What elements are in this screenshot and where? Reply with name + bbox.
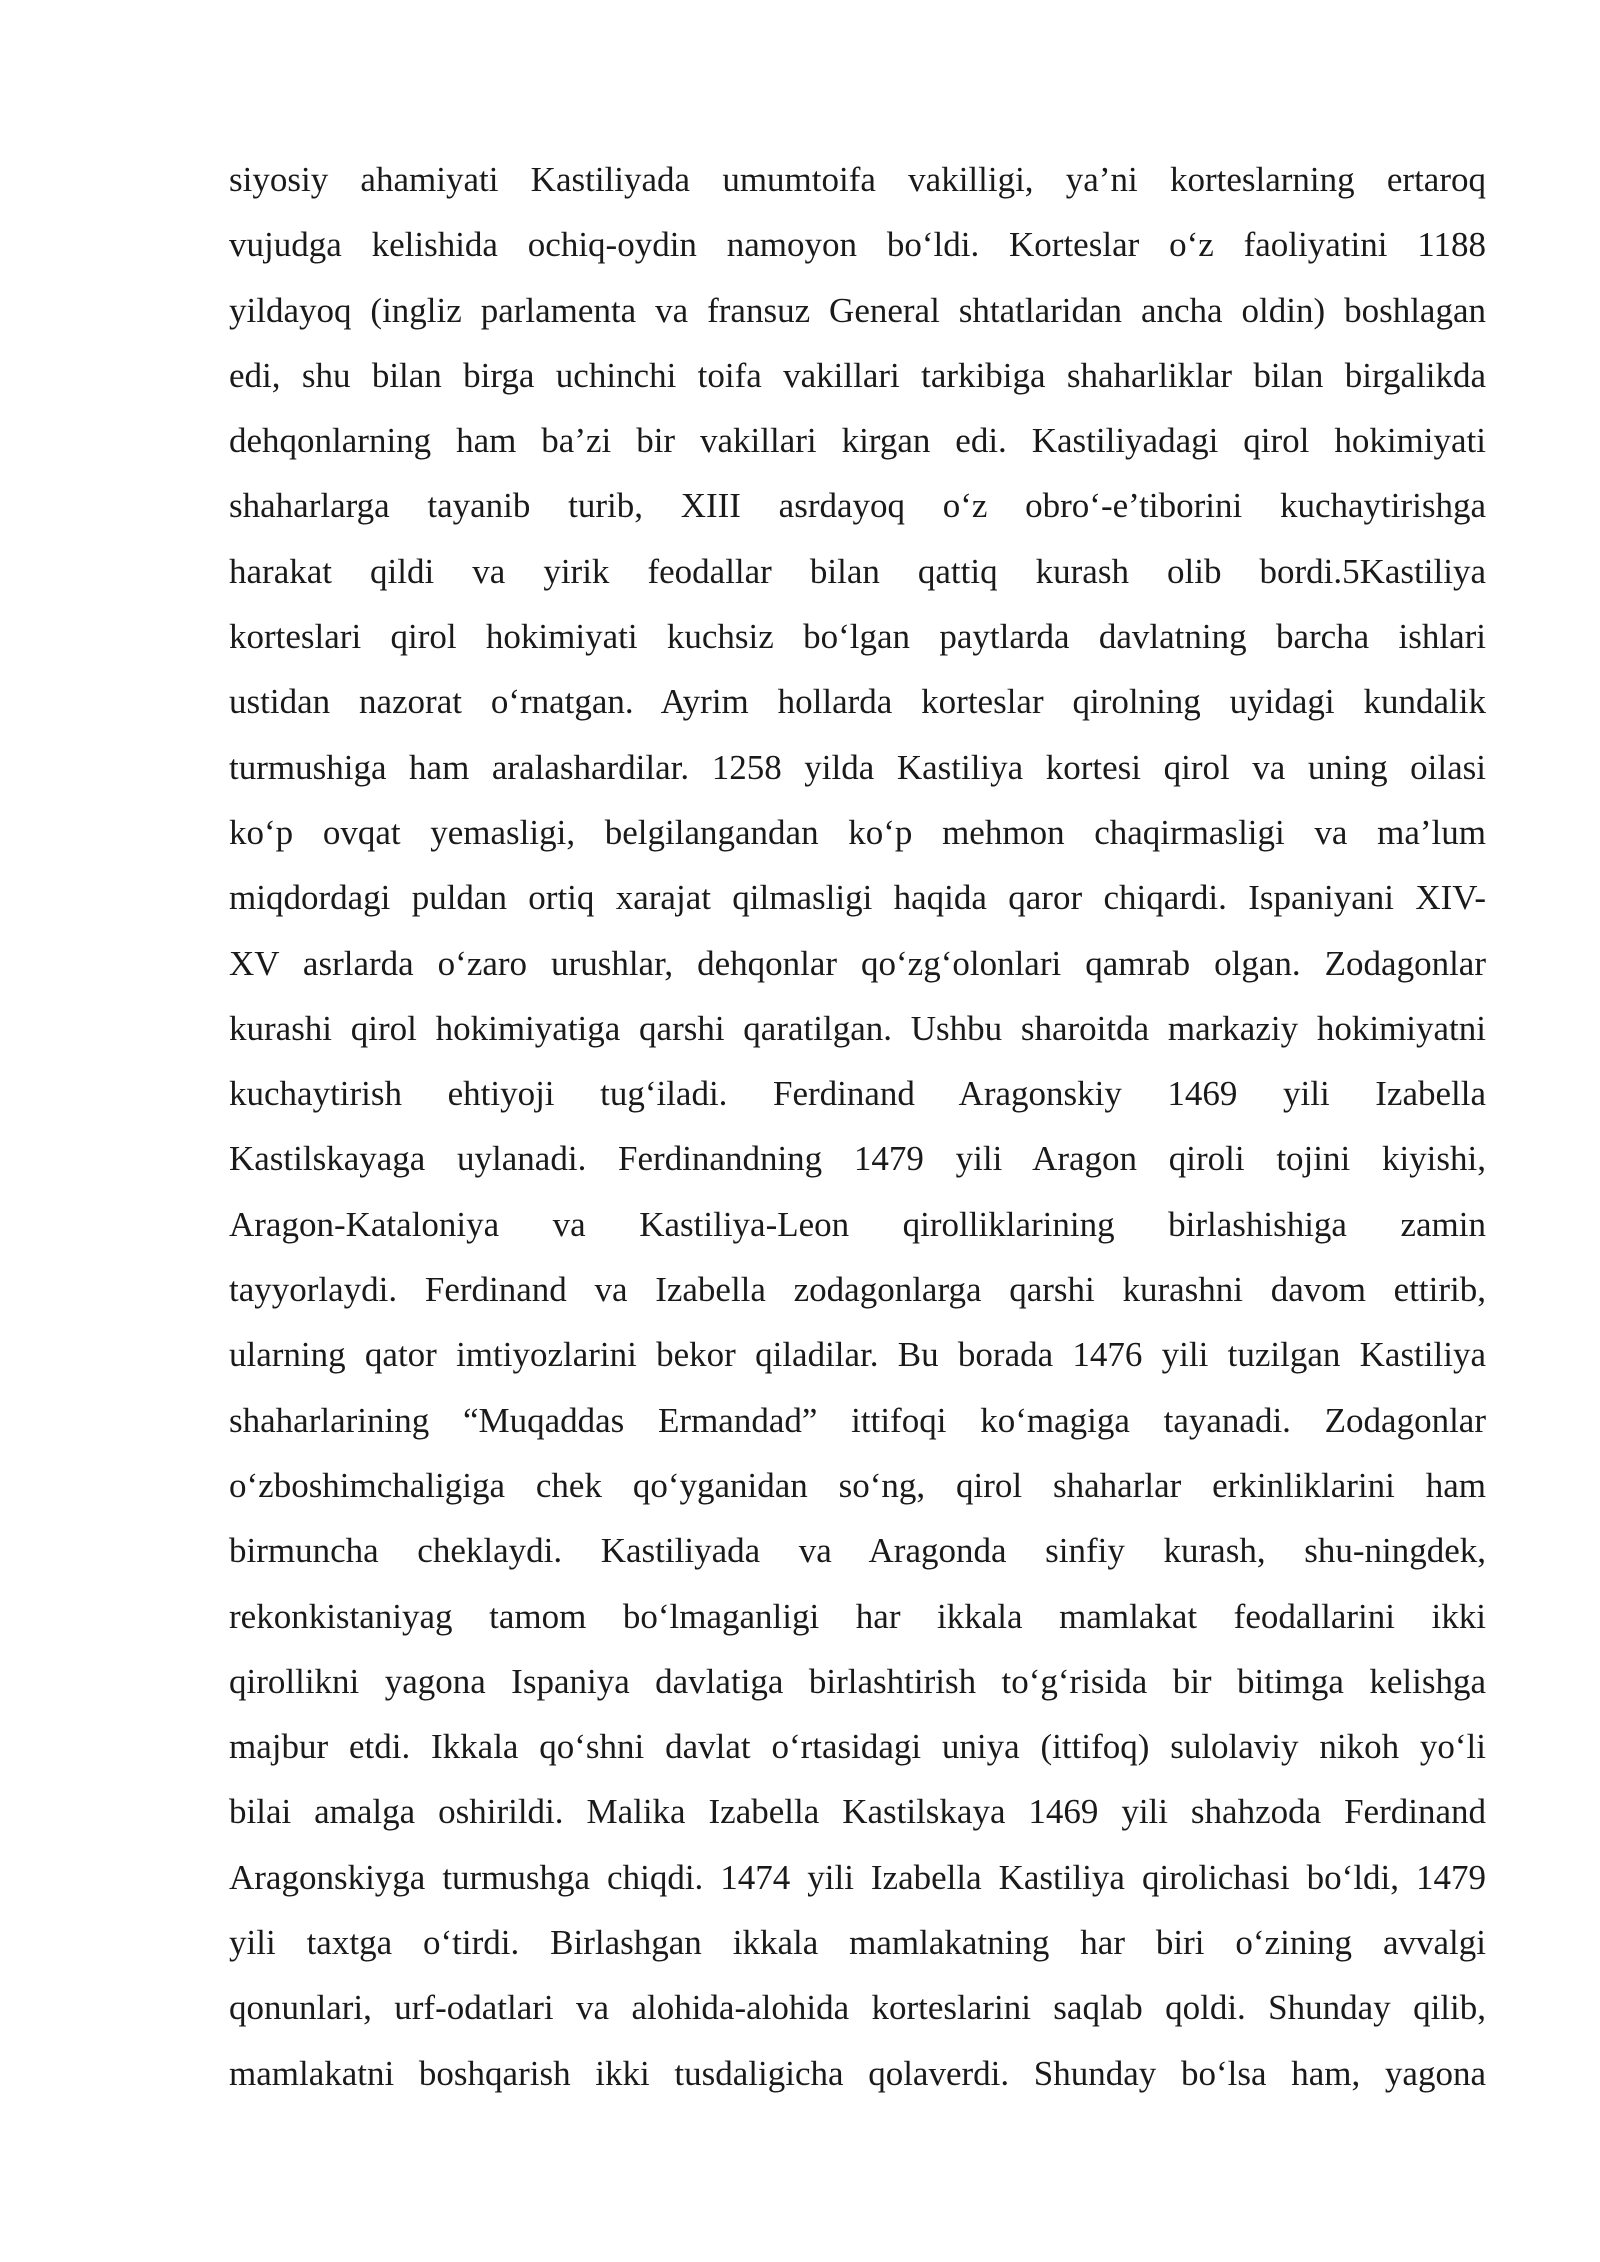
text-line: yili taxtga o‘tirdi. Birlashgan ikkala mamlakatning har biri o‘zining avvalgi: [229, 1923, 1486, 1963]
text-line: edi, shu bilan birga uchinchi toifa vakillari tarkibiga shaharliklar bilan birgalikda: [229, 355, 1486, 395]
text-line: o‘zboshimchaligiga chek qo‘yganidan so‘ng, qirol shaharlar erkinliklarini ham: [229, 1465, 1486, 1505]
text-line: siyosiy ahamiyati Kastiliyada umumtoifa vakilligi, ya’ni korteslarning ertaroq: [229, 160, 1486, 199]
text-line: shaharlarining “Muqaddas Ermandad” ittifoqi ko‘magiga tayanadi. Zodagonlar: [229, 1400, 1486, 1440]
text-line: Aragonskiyga turmushga chiqdi. 1474 yili Izabella Kastiliya qirolichasi bo‘ldi, 1479: [229, 1857, 1486, 1897]
text-line: harakat qildi va yirik feodallar bilan qattiq kurash olib bordi.5Kastiliya: [229, 551, 1486, 591]
text-line: rekonkistaniyag tamom bo‘lmaganligi har ikkala mamlakat feodallarini ikki: [229, 1596, 1486, 1636]
body-paragraph: [229, 147, 1486, 2106]
text-line: birmuncha cheklaydi. Kastiliyada va Aragonda sinfiy kurash, shu-ningdek,: [229, 1531, 1486, 1571]
text-line: yildayoq (ingliz parlamenta va fransuz General shtatlaridan ancha oldin) boshlagan: [229, 290, 1486, 330]
text-line: XV asrlarda o‘zaro urushlar, dehqonlar qo‘zg‘olonlari qamrab olgan. Zodagonlar: [229, 943, 1486, 983]
text-line: vujudga kelishida ochiq-oydin namoyon bo‘ldi. Korteslar o‘z faoliyatini 1188: [229, 225, 1486, 265]
text-line: shaharlarga tayanib turib, XIII asrdayoq o‘z obro‘-e’tiborini kuchaytirishga: [229, 486, 1486, 526]
text-line: Aragon-Kataloniya va Kastiliya-Leon qirolliklarining birlashishiga zamin: [229, 1204, 1486, 1244]
text-line: turmushiga ham aralashardilar. 1258 yilda Kastiliya kortesi qirol va uning oilasi: [229, 747, 1486, 787]
text-line: ko‘p ovqat yemasligi, belgilangandan ko‘p mehmon chaqirmasligi va ma’lum: [229, 812, 1486, 852]
text-line: korteslari qirol hokimiyati kuchsiz bo‘lgan paytlarda davlatning barcha ishlari: [229, 617, 1486, 657]
text-line: tayyorlaydi. Ferdinand va Izabella zodagonlarga qarshi kurashni davom ettirib,: [229, 1270, 1486, 1310]
text-line: qirollikni yagona Ispaniya davlatiga birlashtirish to‘g‘risida bir bitimga kelishga: [229, 1661, 1486, 1701]
text-line: mamlakatni boshqarish ikki tusdaligicha qolaverdi. Shunday bo‘lsa ham, yagona: [229, 2053, 1486, 2093]
text-line: miqdordagi puldan ortiq xarajat qilmasligi haqida qaror chiqardi. Ispaniyani XIV-: [229, 878, 1486, 918]
text-line: ustidan nazorat o‘rnatgan. Ayrim hollarda korteslar qirolning uyidagi kundalik: [229, 682, 1486, 722]
text-line: kurashi qirol hokimiyatiga qarshi qaratilgan. Ushbu sharoitda markaziy hokimiyatni: [229, 1008, 1486, 1048]
text-line: ularning qator imtiyozlarini bekor qiladilar. Bu borada 1476 yili tuzilgan Kastiliya: [229, 1335, 1486, 1375]
text-line: qonunlari, urf-odatlari va alohida-alohida korteslarini saqlab qoldi. Shunday qilib,: [229, 1988, 1486, 2028]
text-line: bilai amalga oshirildi. Malika Izabella Kastilskaya 1469 yili shahzoda Ferdinand: [229, 1792, 1486, 1832]
text-line: dehqonlarning ham ba’zi bir vakillari kirgan edi. Kastiliyadagi qirol hokimiyati: [229, 421, 1486, 461]
text-line: kuchaytirish ehtiyoji tug‘iladi. Ferdinand Aragonskiy 1469 yili Izabella: [229, 1074, 1486, 1114]
text-line: Kastilskayaga uylanadi. Ferdinandning 1479 yili Aragon qiroli tojini kiyishi,: [229, 1139, 1486, 1179]
text-line: majbur etdi. Ikkala qo‘shni davlat o‘rtasidagi uniya (ittifoq) sulolaviy nikoh yo‘li: [229, 1727, 1486, 1767]
